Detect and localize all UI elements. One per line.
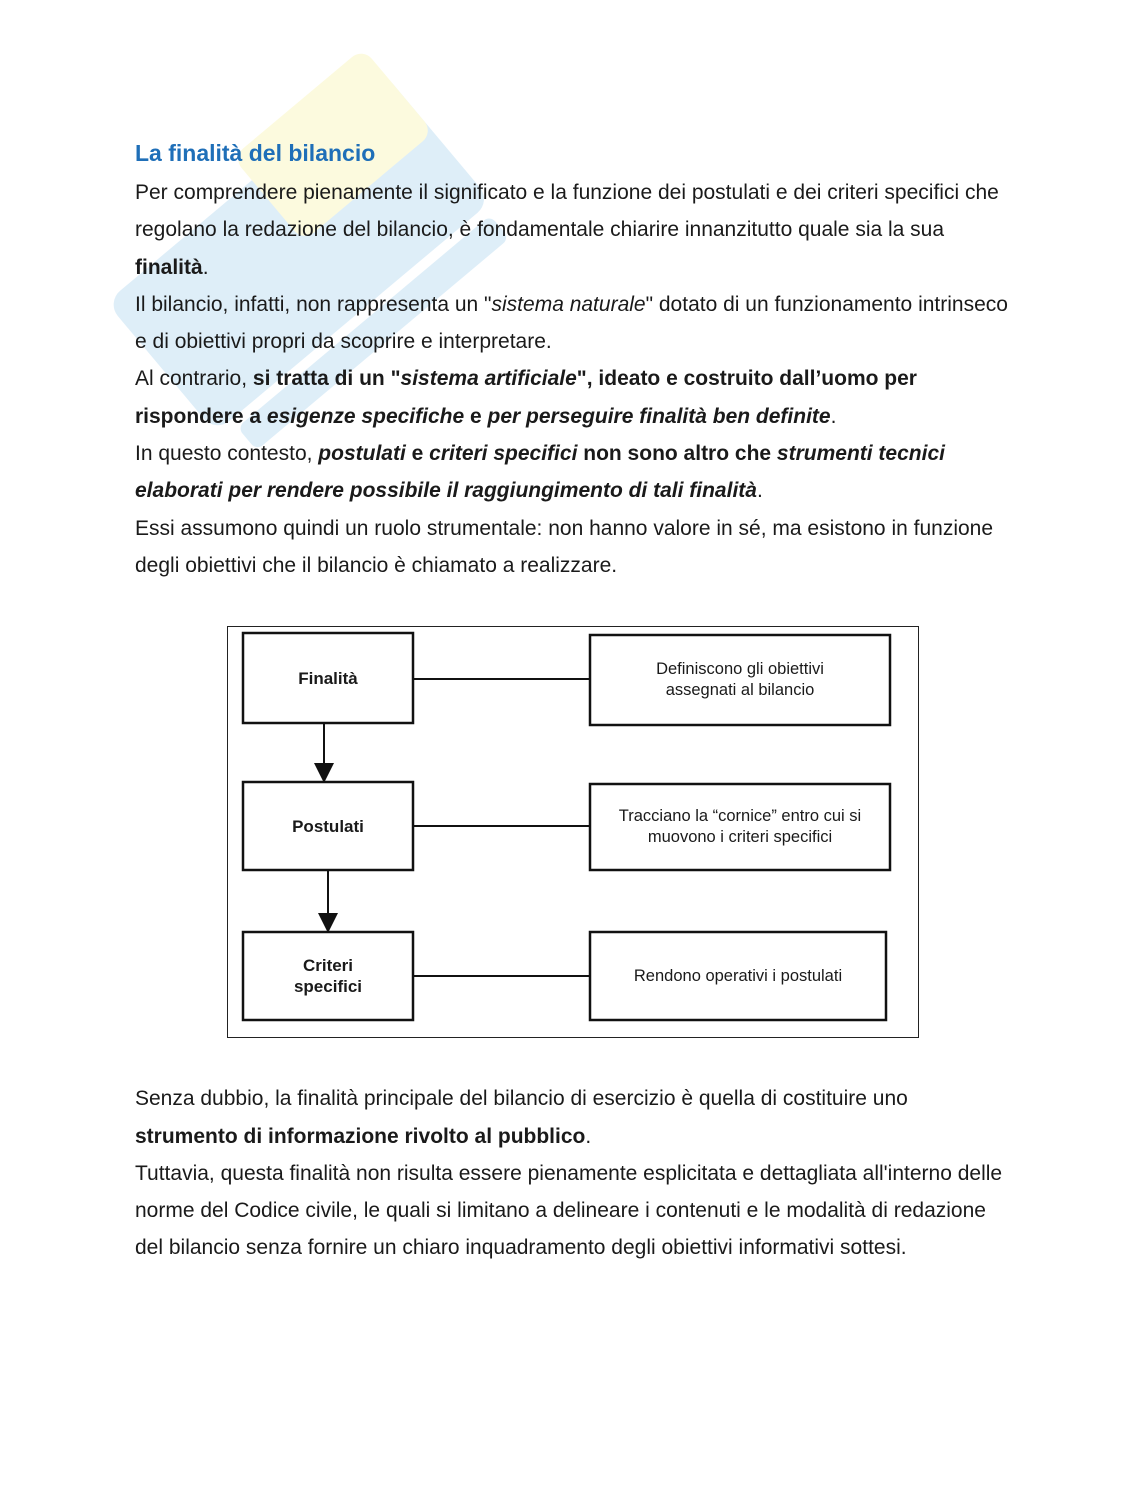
paragraph-intro-5: Essi assumono quindi un ruolo strumentale: non hanno valore in sé, ma esistono in funzione degli obiettivi che il bilancio è chiamato a realizzare. (135, 516, 994, 577)
desc-finalita: Definiscono gli obiettivi assegnati al bilancio (656, 660, 824, 700)
paragraph-outro-1: Senza dubbio, la finalità principale del bilancio di esercizio è quella di costituire uno strumento di informazione rivolto al pubblico. (135, 1087, 908, 1148)
label-postulati: Postulati (292, 816, 364, 836)
paragraph-intro-4: In questo contesto, postulati e criteri specifici non sono altro che strumenti tecnici elaborati per rendere possibile il raggiungimento di tali finalità. (135, 442, 945, 503)
flow-diagram (227, 626, 919, 1038)
paragraph-intro-3: Al contrario, si tratta di un "sistema artificiale", ideato e costruito dall’uomo per rispondere a esigenze specifiche e per perseguire finalità ben definite. (135, 367, 917, 428)
paragraph-outro-2: Tuttavia, questa finalità non risulta essere pienamente esplicitata e dettagliata all'interno delle norme del Codice civile, le quali si limitano a delineare i contenuti e le modalità di redazione del bilancio senza fornire un chiaro inquadramento degli obiettivi informativi sottesi. (135, 1161, 1003, 1260)
label-criteri: Criteri specifici (293, 956, 363, 997)
document-body (135, 136, 1015, 1267)
label-finalita: Finalità (298, 668, 358, 688)
desc-postulati: Tracciano la “cornice” entro cui si muovono i criteri specifici (618, 807, 862, 847)
paragraph-intro-1: Per comprendere pienamente il significato e la funzione dei postulati e dei criteri specifici che regolano la redazione del bilancio, è fondamentale chiarire innanzitutto quale sia la sua finalità. (135, 181, 999, 279)
desc-criteri: Rendono operativi i postulati (633, 966, 843, 985)
paragraph-intro-2: Il bilancio, infatti, non rappresenta un "sistema naturale" dotato di un funzionamento intrinseco e di obiettivi propri da scoprire e interpretare. (135, 292, 1008, 354)
page-title: La finalità del bilancio (135, 140, 376, 166)
